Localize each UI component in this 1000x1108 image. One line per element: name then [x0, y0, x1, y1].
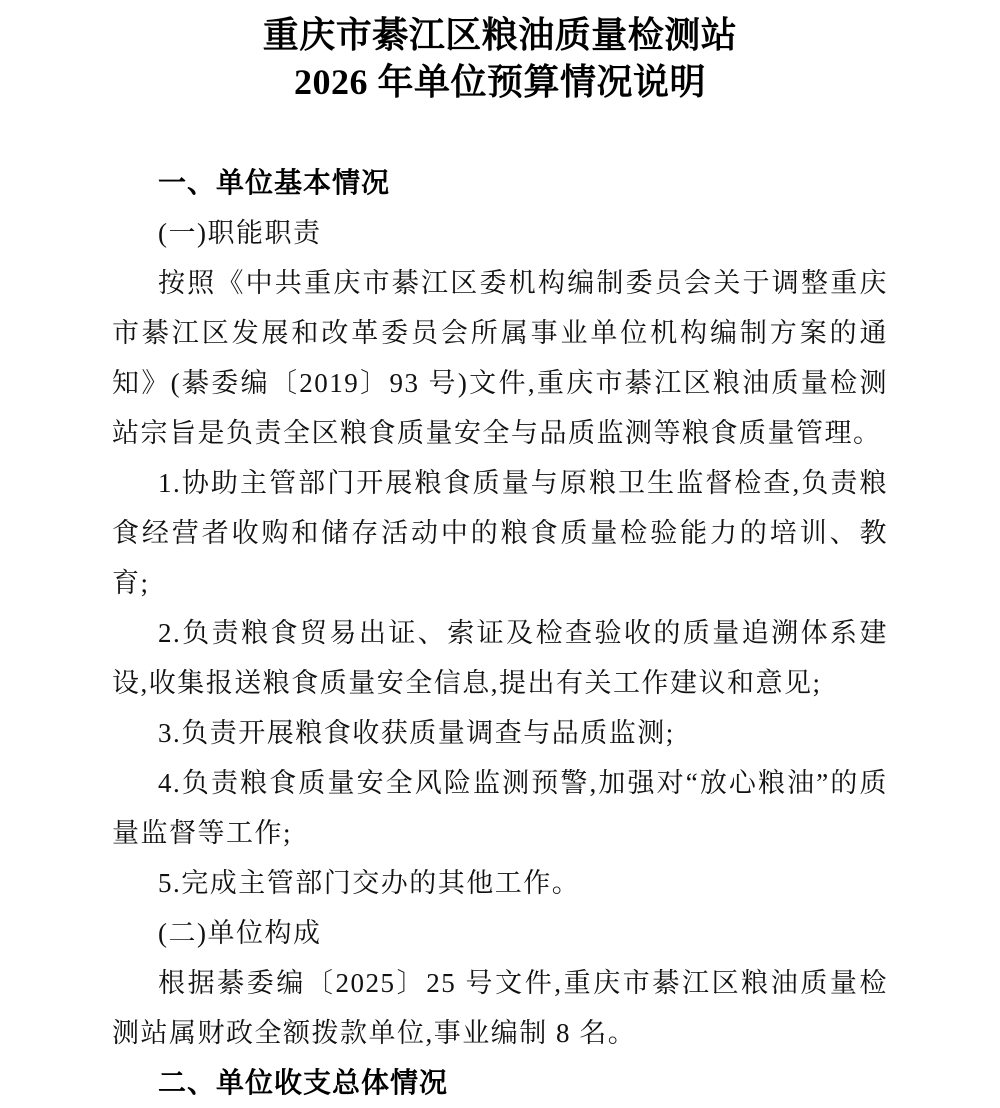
paragraph-duties-intro: 按照《中共重庆市綦江区委机构编制委员会关于调整重庆市綦江区发展和改革委员会所属事业单位机构编制方案的通知》(綦委编〔2019〕93 号)文件,重庆市綦江区粮油质量检测站宗旨是负责全区粮食质量安全与品质监测等粮食质量管理。 [112, 268, 888, 448]
paragraph-duty-item-2: 2.负责粮食贸易出证、索证及检查验收的质量追溯体系建设,收集报送粮食质量安全信息,提出有关工作建议和意见; [112, 618, 888, 698]
document-title-line1: 重庆市綦江区粮油质量检测站 [262, 15, 738, 55]
document-title-line2: 2026 年单位预算情况说明 [293, 62, 706, 102]
paragraph-duty-item-4: 4.负责粮食质量安全风险监测预警,加强对“放心粮油”的质量监督等工作; [112, 768, 888, 848]
paragraph-unit-composition: 根据綦委编〔2025〕25 号文件,重庆市綦江区粮油质量检测站属财政全额拨款单位,事业编制 8 名。 [112, 968, 888, 1048]
paragraph-duty-item-3: 3.负责开展粮食收获质量调查与品质监测; [158, 718, 675, 748]
section-heading-2: 二、单位收支总体情况 [158, 1067, 449, 1098]
document-title [112, 12, 888, 106]
paragraph-duty-item-5: 5.完成主管部门交办的其他工作。 [158, 868, 581, 898]
subsection-heading-1-2: (二)单位构成 [158, 918, 322, 948]
subsection-heading-1-1: (一)职能职责 [158, 218, 322, 248]
section-heading-1: 一、单位基本情况 [158, 167, 391, 198]
paragraph-duty-item-1: 1.协助主管部门开展粮食质量与原粮卫生监督检查,负责粮食经营者收购和储存活动中的粮食质量检验能力的培训、教育; [112, 468, 888, 598]
